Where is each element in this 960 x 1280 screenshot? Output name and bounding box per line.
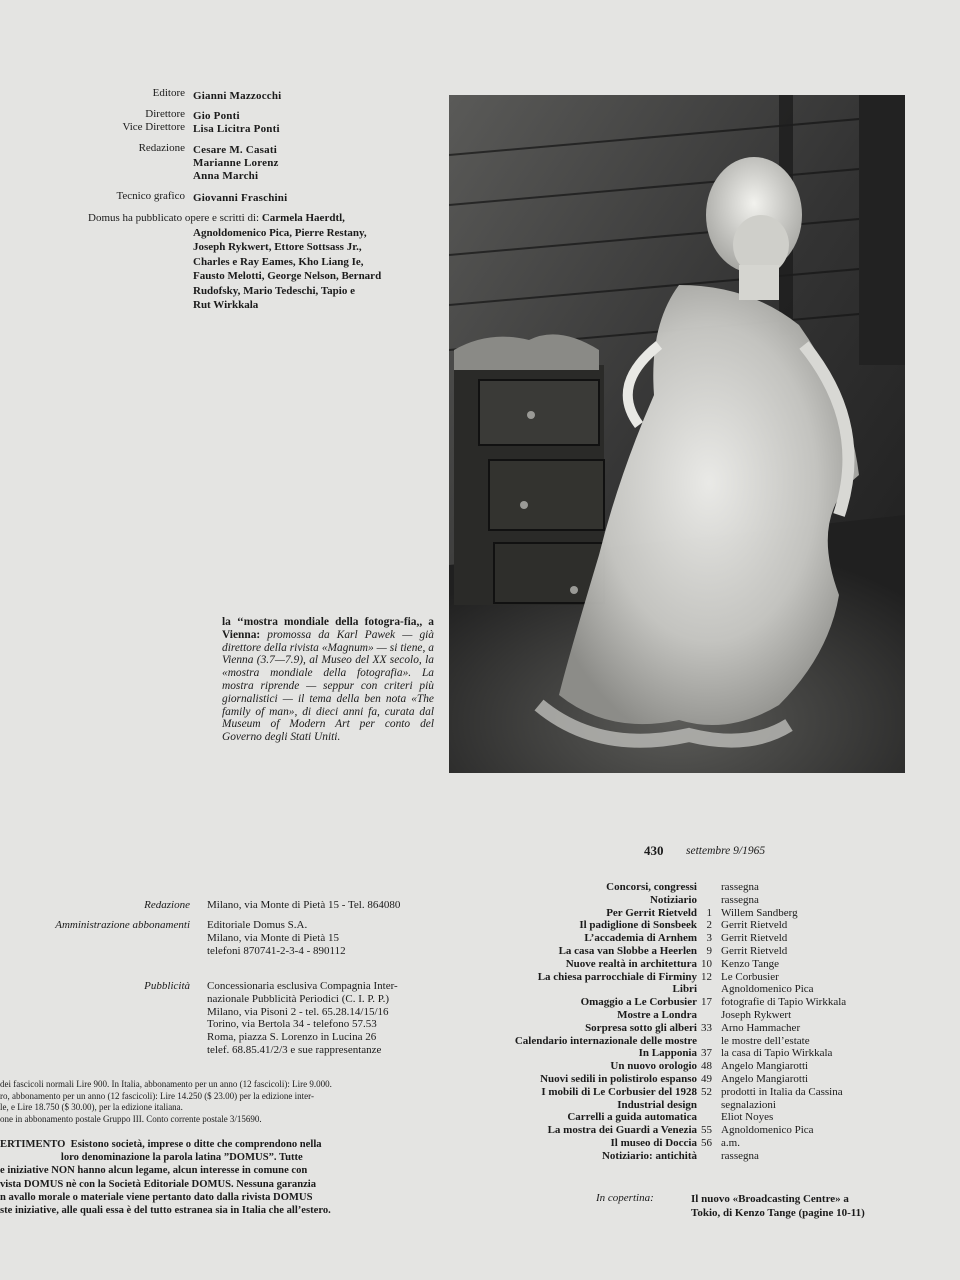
toc-row	[430, 1137, 960, 1150]
cover-description	[691, 1192, 865, 1220]
toc-title: Mostre a Londra	[617, 1009, 697, 1021]
warning-line: loro denominazione la parola latina ”DOMUS”. Tutte	[0, 1152, 303, 1164]
toc-page: 12	[701, 970, 712, 983]
credit-name: Cesare M. Casati	[193, 144, 277, 156]
toc-title: Libri	[672, 983, 697, 996]
issue-date: settembre 9/1965	[686, 845, 766, 857]
toc-author: Agnoldomenico Pica	[721, 983, 814, 996]
subscription-line: dei fascicoli normali Lire 900. In Italia, abbonamento per un anno (12 fascicoli): Lire 9.000.	[0, 1079, 332, 1089]
redazione-label: Redazione	[144, 899, 190, 911]
warning-line: ste iniziative, alle quali essa è del tutto estranea sia in Italia che all’estero.	[0, 1205, 331, 1217]
toc-author: rassegna	[721, 881, 759, 893]
toc-title: Omaggio a Le Corbusier	[580, 996, 697, 1009]
toc-author: Gerrit Rietveld	[721, 945, 788, 957]
toc-page: 10	[701, 957, 712, 970]
credit-name: Gianni Mazzocchi	[193, 90, 282, 102]
toc-row	[430, 1009, 960, 1022]
info-line: telef. 68.85.41/2/3 e sue rappresentanze	[207, 1043, 382, 1056]
toc-row	[430, 1111, 960, 1124]
credit-names	[193, 123, 280, 136]
toc-page: 48	[701, 1060, 712, 1073]
info-line: Concessionaria esclusiva Compagnia Inter-	[207, 980, 398, 992]
toc-row	[430, 1073, 960, 1086]
toc-title: Concorsi, congressi	[606, 881, 697, 893]
published-authors	[88, 211, 433, 313]
info-line: nazionale Pubblicità Periodici (C. I. P. P.)	[207, 992, 390, 1005]
toc-page: 2	[706, 919, 712, 932]
toc-title: Un nuovo orologio	[610, 1060, 697, 1073]
toc-author: rassegna	[721, 893, 759, 906]
photograph-girl-in-tulle	[449, 95, 905, 773]
credit-name: Anna Marchi	[193, 170, 259, 182]
toc-author: Joseph Rykwert	[721, 1009, 792, 1021]
subscription-line: ro, abbonamento per un anno (12 fascicoli): Lire 14.250 ($ 23.00) per la edizione inter-	[0, 1090, 314, 1101]
toc-page: 33	[701, 1021, 712, 1034]
credit-name: Gio Ponti	[193, 110, 240, 122]
toc-author: Gerrit Rietveld	[721, 932, 788, 945]
toc-author: la casa di Tapio Wirkkala	[721, 1047, 833, 1060]
info-line: telefoni 870741-2-3-4 - 890112	[207, 944, 346, 957]
toc-title: I mobili di Le Corbusier del 1928	[541, 1085, 697, 1098]
toc-author: a.m.	[721, 1137, 740, 1149]
issue-number: 430	[644, 843, 664, 858]
toc-row	[430, 1035, 960, 1048]
admin-label: Amministrazione abbonamenti	[55, 919, 190, 931]
toc-title: Industrial design	[617, 1098, 697, 1111]
toc-row	[430, 958, 960, 971]
credit-names	[193, 192, 287, 205]
published-line: Rut Wirkkala	[193, 299, 259, 311]
toc-row	[430, 919, 960, 932]
toc-row	[430, 1086, 960, 1099]
info-line: Editoriale Domus S.A.	[207, 919, 308, 931]
pubblicita-address	[207, 980, 398, 1057]
toc-page: 1	[706, 906, 712, 919]
warning-line: e iniziative NON hanno alcun legame, alcun interesse in comune con	[0, 1165, 308, 1177]
published-lines	[88, 226, 433, 313]
toc-title: Calendario internazionale delle mostre	[514, 1034, 697, 1047]
toc-author: Eliot Noyes	[721, 1111, 774, 1124]
credit-label: Direttore	[145, 108, 185, 120]
info-line: Roma, piazza S. Lorenzo in Lucina 26	[207, 1031, 377, 1044]
toc-row	[430, 1022, 960, 1035]
toc-title: Carrelli a guida automatica	[567, 1111, 697, 1124]
toc-title: Sorpresa sotto gli alberi	[585, 1021, 697, 1034]
toc-row	[430, 1150, 960, 1163]
published-line: Rudofsky, Mario Tedeschi, Tapio e	[193, 284, 355, 297]
credit-name: Giovanni Fraschini	[193, 192, 288, 204]
toc-title: La mostra dei Guardi a Venezia	[547, 1124, 697, 1137]
published-line: Fausto Melotti, George Nelson, Bernard	[193, 270, 382, 282]
photo-caption	[222, 616, 434, 744]
toc-page: 37	[701, 1047, 712, 1060]
toc-row	[430, 881, 960, 894]
toc-row	[430, 1099, 960, 1112]
info-line: Torino, via Bertola 34 - telefono 57.53	[207, 1018, 377, 1031]
toc-author: Le Corbusier	[721, 970, 779, 983]
toc-title: Nuovi sedili in polistirolo espanso	[540, 1073, 697, 1085]
published-first: Carmela Haerdtl,	[261, 212, 345, 224]
toc-title: Nuove realtà in architettura	[565, 957, 697, 970]
toc-title: L’accademia di Arnhem	[584, 932, 697, 945]
toc-row	[430, 1124, 960, 1137]
credit-label: Tecnico grafico	[116, 190, 185, 202]
toc-row	[430, 894, 960, 907]
toc-title: In Lapponia	[638, 1047, 697, 1060]
toc-author: prodotti in Italia da Cassina	[721, 1085, 843, 1098]
toc-page: 49	[701, 1073, 712, 1085]
toc-author: fotografie di Tapio Wirkkala	[721, 996, 847, 1009]
warning-line: n avallo morale o materiale viene pertanto dato dalla rivista DOMUS	[0, 1191, 313, 1203]
caption-body: promossa da Karl Pawek — già direttore della rivista «Magnum» — si tiene, a Vienna (3.7—7.9), al Museo del XX secolo, la «mostra mondiale della fotografia». La mostra riprende — seppur con criteri più giornalistici — il tema della ben nota «The family of man», di dieci anni fa, curata dal Museum of Modern Art per conto del Governo degli Stati Uniti.	[222, 628, 434, 744]
toc-row	[430, 1047, 960, 1060]
toc-row	[430, 996, 960, 1009]
toc-page: 52	[701, 1085, 712, 1098]
toc-page: 55	[701, 1124, 712, 1137]
subscription-terms	[0, 1079, 332, 1125]
toc-page: 3	[706, 932, 712, 945]
info-line: Milano, via Monte di Pietà 15	[207, 931, 339, 944]
toc-author: Willem Sandberg	[721, 906, 798, 919]
cover-line: Tokio, di Kenzo Tange (pagine 10-11)	[691, 1207, 865, 1219]
toc-row	[430, 945, 960, 958]
credit-names	[193, 144, 279, 183]
redazione-address	[207, 899, 400, 912]
credit-label: Redazione	[138, 142, 185, 154]
toc-title: Notiziario	[649, 893, 697, 906]
toc-row	[430, 971, 960, 984]
credit-names	[193, 110, 240, 123]
toc-page: 17	[701, 996, 712, 1009]
toc-title: Notiziario: antichità	[601, 1149, 697, 1162]
toc-author: Angelo Mangiarotti	[721, 1060, 809, 1073]
published-line: Agnoldomenico Pica, Pierre Restany,	[193, 226, 367, 239]
pubblicita-label: Pubblicità	[144, 980, 190, 992]
toc-title: Il museo di Doccia	[610, 1137, 697, 1149]
toc-page: 56	[701, 1137, 712, 1149]
caption-heading: la ‘‘mostra mondiale della fotogra-fia,, a Vienna:	[222, 616, 434, 641]
toc-author: le mostre dell’estate	[721, 1034, 810, 1047]
published-line: Charles e Ray Eames, Kho Liang Ie,	[193, 255, 364, 268]
toc-author: segnalazioni	[721, 1098, 776, 1111]
toc-title: Per Gerrit Rietveld	[606, 906, 697, 919]
toc-row	[430, 907, 960, 920]
admin-address	[207, 919, 346, 957]
toc-row	[430, 932, 960, 945]
credit-name: Lisa Licitra Ponti	[193, 123, 280, 135]
toc-author: rassegna	[721, 1149, 759, 1162]
credit-label: Vice Direttore	[122, 121, 185, 133]
cover-label: In copertina:	[596, 1192, 654, 1204]
toc-title: Il padiglione di Sonsbeek	[579, 919, 697, 932]
info-line: Milano, via Monte di Pietà 15 - Tel. 864080	[207, 899, 401, 911]
toc-author: Angelo Mangiarotti	[721, 1073, 809, 1085]
info-line: Milano, via Pisoni 2 - tel. 65.28.14/15/16	[207, 1005, 389, 1018]
credit-name: Marianne Lorenz	[193, 157, 279, 169]
warning-line: vista DOMUS nè con la Società Editoriale DOMUS. Nessuna garanzia	[0, 1178, 317, 1190]
subscription-line: one in abbonamento postale Gruppo III. Conto corrente postale 3/15690.	[0, 1113, 262, 1124]
toc-author: Kenzo Tange	[721, 957, 779, 970]
subscription-line: le, e Lire 18.750 ($ 30.00), per la edizione italiana.	[0, 1102, 183, 1112]
cover-line: Il nuovo «Broadcasting Centre» a	[691, 1193, 849, 1205]
toc-page: 9	[706, 945, 712, 957]
toc-author: Gerrit Rietveld	[721, 919, 788, 932]
domus-warning	[0, 1138, 433, 1217]
credit-names	[193, 90, 281, 103]
credit-label: Editore	[152, 87, 185, 99]
published-lead: Domus ha pubblicato opere e scritti di:	[88, 212, 260, 224]
toc-title: La chiesa parrocchiale di Firminy	[537, 970, 697, 983]
toc-row	[430, 983, 960, 996]
toc-author: Arno Hammacher	[721, 1021, 801, 1034]
published-line: Joseph Rykwert, Ettore Sottsass Jr.,	[193, 241, 362, 253]
warning-line: ERTIMENTO Esistono società, imprese o ditte che comprendono nella	[0, 1139, 322, 1150]
toc-row	[430, 1060, 960, 1073]
toc-author: Agnoldomenico Pica	[721, 1124, 814, 1137]
toc-title: La casa van Slobbe a Heerlen	[558, 945, 697, 957]
